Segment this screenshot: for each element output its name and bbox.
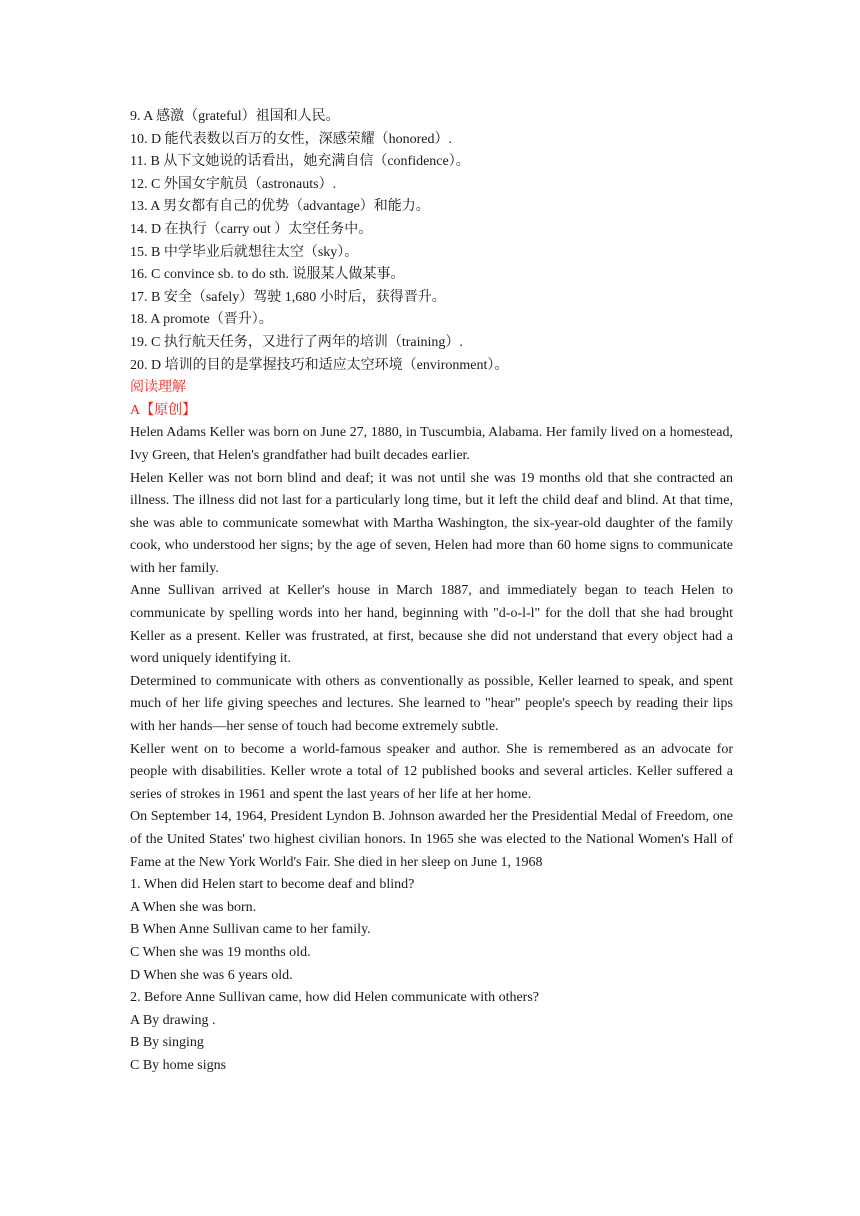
section-title: 阅读理解 [130,380,186,396]
question-1 [130,874,733,987]
question-option: B When Anne Sullivan came to her family. [130,922,371,938]
passage-label: A【原创】 [130,402,197,418]
answer-item: 18. A promote（晋升）。 [130,312,273,328]
question-stem: 1. When did Helen start to become deaf and blind? [130,877,415,893]
passage-paragraph: Helen Adams Keller was born on June 27, 1880, in Tuscumbia, Alabama. Her family lived on a homestead, Ivy Green, that Helen's grandfather had built decades earlier. [130,425,733,463]
answer-item: 9. A 感激（grateful）祖国和人民。 [130,109,340,124]
passage-paragraph: Anne Sullivan arrived at Keller's house in March 1887, and immediately began to teach Helen to communicate by spelling words into her hand, beginning with "d-o-l-l" for the doll that she had brought Keller as a present. Keller was frustrated, at first, because she did not understand that every object had a word uniquely identifying it. [130,583,733,667]
question-2 [130,987,733,1077]
answer-item: 19. C 执行航天任务，又进行了两年的培训（training）. [130,334,463,350]
question-option: A When she was born. [130,899,257,915]
question-option: C When she was 19 months old. [130,944,311,960]
answer-item: 16. C convince sb. to do sth. 说服某人做某事。 [130,267,405,283]
question-option: C By home signs [130,1057,227,1073]
page-content [130,106,733,1078]
answer-item: 12. C 外国女宇航员（astronauts）. [130,176,337,192]
answer-item: 10. D 能代表数以百万的女性，深感荣耀（honored）. [130,131,452,147]
answer-item: 20. D 培训的目的是掌握技巧和适应太空环境（environment）。 [130,357,509,373]
passage-paragraph: On September 14, 1964, President Lyndon B. Johnson awarded her the Presidential Medal of Freedom, one of the United States' two highest civilian honors. In 1965 she was elected to the National Women's Hall of Fame at the New York World's Fair. She died in her sleep on June 1, 1968 [130,809,733,870]
answer-list [130,106,733,377]
answer-item: 14. D 在执行（carry out ）太空任务中。 [130,221,373,237]
passage-paragraph: Determined to communicate with others as conventionally as possible, Keller learned to speak, and spent much of her life giving speeches and lectures. She learned to "hear" people's speech by reading their lips with her hands—her sense of touch had become extremely subtle. [130,673,733,735]
answer-item: 17. B 安全（safely）驾驶 1,680 小时后，获得晋升。 [130,289,446,305]
reading-passage [130,422,733,874]
question-option: D When she was 6 years old. [130,967,293,983]
question-stem: 2. Before Anne Sullivan came, how did Helen communicate with others? [130,990,540,1006]
passage-paragraph: Keller went on to become a world-famous speaker and author. She is remembered as an advocate for people with disabilities. Keller wrote a total of 12 published books and several articles. Keller suffered a series of strokes in 1961 and spent the last years of her life at her home. [130,741,733,802]
passage-paragraph: Helen Keller was not born blind and deaf; it was not until she was 19 months old that she contracted an illness. The illness did not last for a particularly long time, but it left the child deaf and blind. At that time, she was able to communicate somewhat with Martha Washington, the six-year-old daughter of the family cook, who understood her signs; by the age of seven, Helen had more than 60 home signs to communicate with her family. [130,470,733,576]
answer-item: 13. A 男女都有自己的优势（advantage）和能力。 [130,199,430,215]
answer-item: 15. B 中学毕业后就想往太空（sky）。 [130,244,359,260]
question-option: A By drawing . [130,1012,216,1028]
answer-item: 11. B 从下文她说的话看出，她充满自信（confidence）。 [130,154,470,170]
question-option: B By singing [130,1035,204,1051]
